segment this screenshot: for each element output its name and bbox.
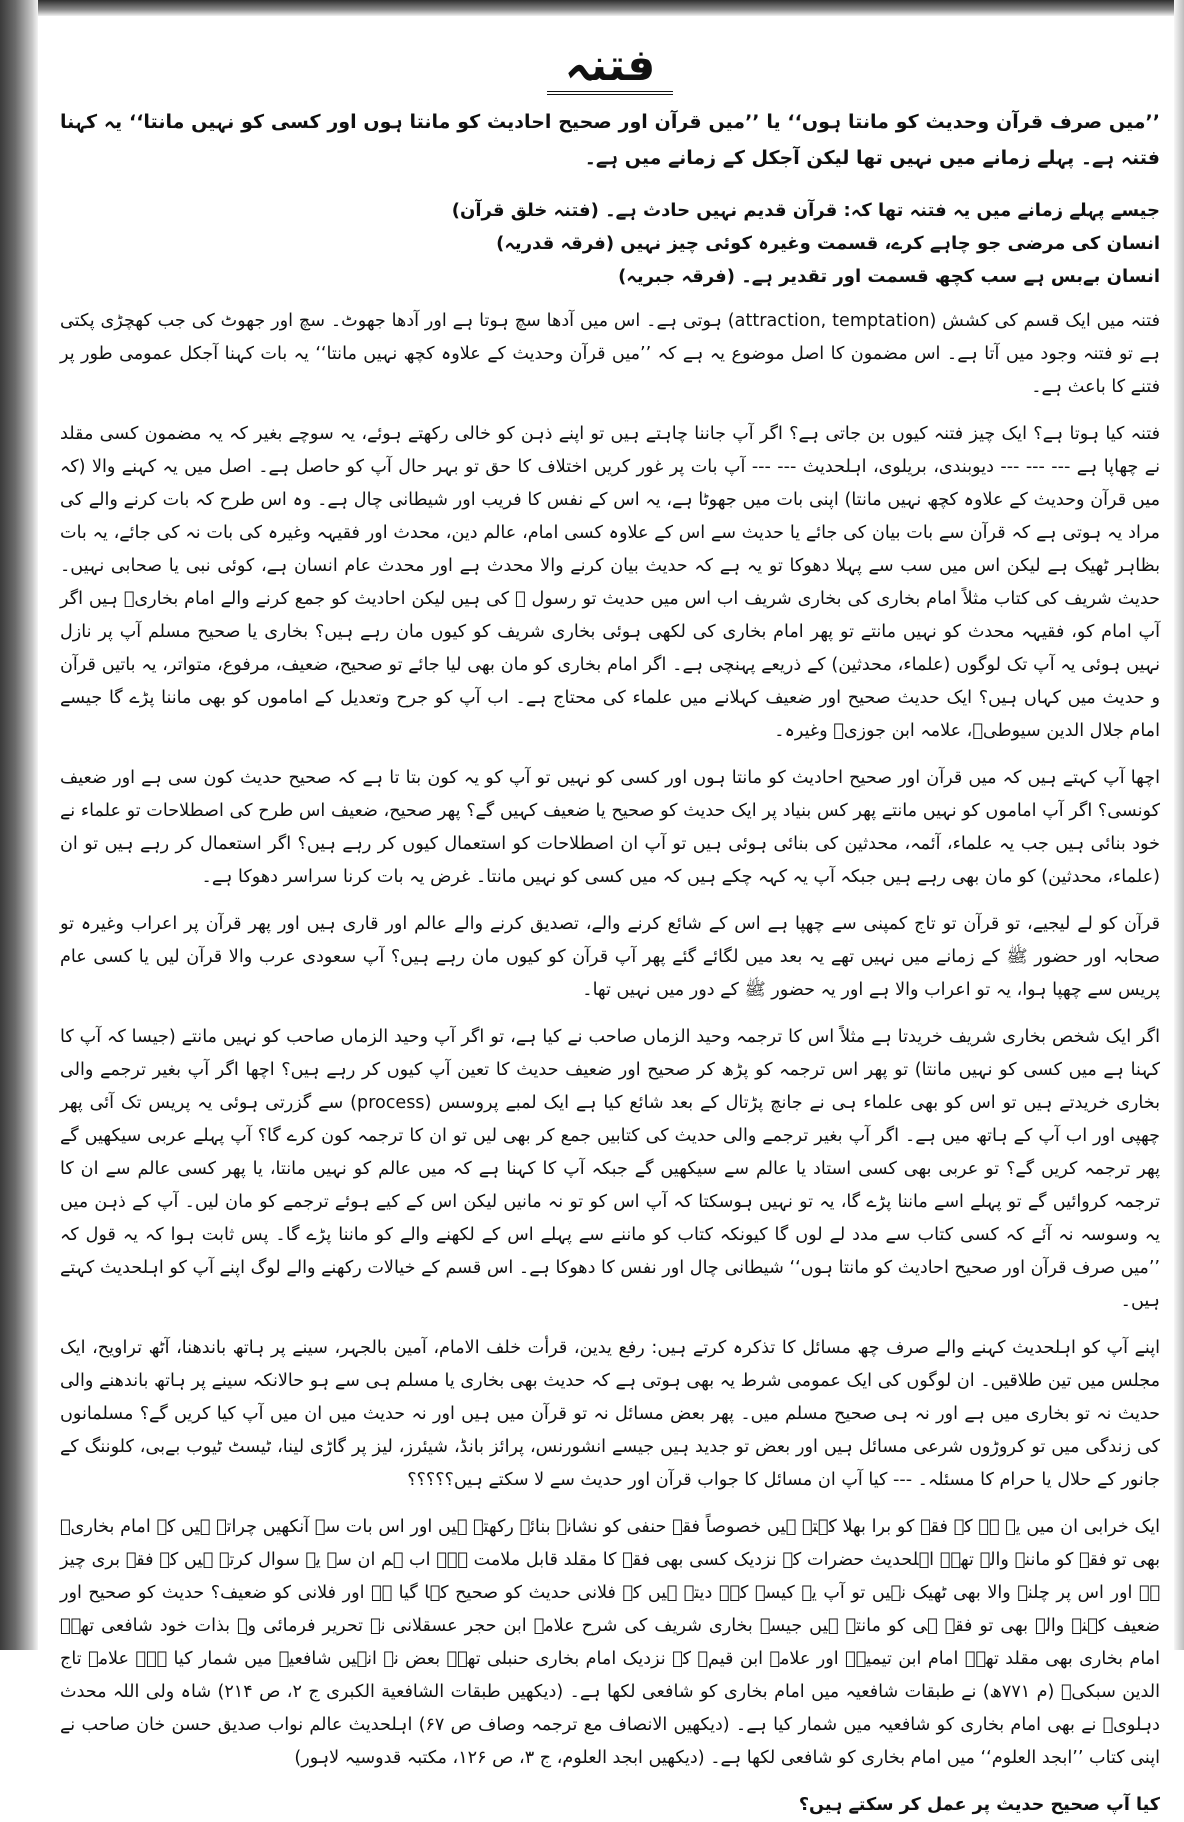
body-paragraph-7: ایک خرابی ان میں یہ ہے کہ فقہ کو برا بھلا کہتے ہیں خصوصاً فقہ حنفی کو نشانہ بنائے رکھتے ہیں اور اس بات سے آنکھیں چراتے ہیں کہ امام بخاریؒ بھی تو فقہ کو ماننے والے تھے۔ اہلحدیث حضرات کے نزدیک کسی بھی فقہ کا مقلد قابل ملامت ہے۔ اب ہم ان سے یہ سوال کرتے ہیں کہ فقہ بری چیز ہے اور اس پر چلنے والا بھی ٹھیک نہیں تو آپ یہ کیسے کہہ دیتے ہیں کہ فلانی حدیث کو صحیح کہا گیا ہے اور فلانی کو ضعیف؟ حدیث کو صحیح اور ضعیف کہنے والے بھی تو فقہ ہی کو مانتے ہیں جیسے بخاری شریف کی شرح علامہ ابن حجر عسقلانی نے تحریر فرمائی وہ بذات خود شافعی تھے۔ امام بخاری بھی مقلد تھے۔ امام ابن تیمیہؒ اور علامہ ابن قیمؒ کے نزدیک امام بخاری حنبلی تھے۔ بعض نے انہیں شافعیہ میں شمار کیا ہے۔ علامہ تاج الدین سبکیؒ (م ۷۷۱ھ) نے طبقات شافعیہ میں امام بخاری کو شافعی لکھا ہے۔ (دیکھیں طبقات الشافعية الكبرى ج ۲، ص ۲۱۴) شاہ ولی اللہ محدث دہلویؒ نے بھی امام بخاری کو شافعیہ میں شمار کیا ہے۔ (دیکھیں الانصاف مع ترجمہ وصاف ص ۶۷) اہلحدیث عالم نواب صدیق حسن خان صاحب نے اپنی کتاب ’’ابجد العلوم‘‘ میں امام بخاری کو شافعی لکھا ہے۔ (دیکھیں ابجد العلوم، ج ۳، ص ۱۲۶، مکتبہ قدوسیہ لاہور) bbox=[60, 1517, 1160, 1768]
body-paragraph-5: اگر ایک شخص بخاری شریف خریدتا ہے مثلاً اس کا ترجمہ وحید الزماں صاحب نے کیا ہے، تو اگر آپ وحید الزماں صاحب کو نہیں مانتے (جیسا کہ آپ کا کہنا ہے میں کسی کو نہیں مانتا) تو پھر اس ترجمہ کو پڑھ کر صحیح اور ضعیف حدیث کا تعین آپ کیوں کر رہے ہیں؟ اچھا اگر آپ بغیر ترجمے والی بخاری خریدتے ہیں تو اس کو بھی علماء ہی نے جانچ پڑتال کے بعد شائع کیا ہے ایک لمبے پروسس (process) سے گزرتی ہوئی یہ پریس تک آئی پھر چھپی اور اب آپ کے ہاتھ میں ہے۔ اگر آپ بغیر ترجمے والی حدیث کی کتابیں جمع کر بھی لیں تو ان کا ترجمہ کون کرے گا؟ آپ پہلے عربی سیکھیں گے پھر ترجمہ کریں گے؟ تو عربی بھی کسی استاد یا عالم سے سیکھیں گے جبکہ آپ کا کہنا ہے کہ میں عالم کو نہیں مانتا، یا پھر کسی عالم سے ان کا ترجمہ کروائیں گے تو پہلے اسے ماننا پڑے گا، یہ تو نہیں ہوسکتا کہ آپ اس کو تو نہ مانیں لیکن اس کے کیے ہوئے ترجمے کو مان لیں۔ آپ کے ذہن میں یہ وسوسہ نہ آئے کہ کسی کتاب سے مدد لے لوں گا کیونکہ کتاب کو ماننے سے پہلے اس کے لکھنے والے کو ماننا پڑے گا۔ پس ثابت ہوا کہ یہ قول کہ ’’میں صرف قرآن اور صحیح احادیث کو مانتا ہوں‘‘ شیطانی چال اور نفس کا دھوکا ہے۔ اس قسم کے خیالات رکھنے والے لوگ اپنے آپ کو اہلحدیث کہتے ہیں۔ bbox=[60, 1027, 1160, 1311]
examples-list bbox=[60, 194, 1160, 293]
body-paragraph-1: فتنہ میں ایک قسم کی کشش (attraction, temptation) ہوتی ہے۔ اس میں آدھا سچ ہوتا ہے اور آدھا جھوٹ۔ سچ اور جھوٹ کی جب کھچڑی پکتی ہے تو فتنہ وجود میں آتا ہے۔ اس مضمون کا اصل موضوع یہ ہے کہ ’’میں قرآن وحدیث کے علاوہ کچھ نہیں مانتا‘‘ یہ بات کہنا آجکل عمومی طور پر فتنے کا باعث ہے۔ bbox=[60, 311, 1161, 397]
example-item: انسان کی مرضی جو چاہے کرے، قسمت وغیرہ کوئی چیز نہیں (فرقہ قدریہ) bbox=[496, 233, 1160, 254]
scan-edge-left bbox=[0, 0, 38, 1650]
page-title-text: فتنہ bbox=[547, 40, 674, 95]
page-title bbox=[60, 36, 1160, 96]
body-paragraph-3: اچھا آپ کہتے ہیں کہ میں قرآن اور صحیح احادیث کو مانتا ہوں اور کسی کو نہیں تو آپ کو یہ کون بتا تا ہے کہ صحیح حدیث کون سی ہے اور ضعیف کونسی؟ اگر آپ اماموں کو نہیں مانتے پھر کس بنیاد پر ایک حدیث کو صحیح یا ضعیف کہیں گے؟ پھر صحیح، ضعیف اس طرح کی اصطلاحات تو علماء نے خود بنائی ہیں جب یہ علماء، آئمہ، محدثین کی بنائی ہوئی ہیں تو آپ ان اصطلاحات کو استعمال کیوں کر رہے ہیں؟ اگر استعمال کر رہے ہیں تو ان (علماء، محدثین) کو مان بھی رہے ہیں جبکہ آپ یہ کہہ چکے ہیں کہ میں کسی کو نہیں مانتا۔ غرض یہ بات کرنا سراسر دھوکا ہے۔ bbox=[60, 768, 1160, 887]
body-paragraph-4: قرآن کو لے لیجیے، تو قرآن تو تاج کمپنی سے چھپا ہے اس کے شائع کرنے والے، تصدیق کرنے والے عالم اور قاری ہیں اور پھر قرآن پر اعراب وغیرہ تو صحابہ اور حضور ﷺ کے زمانے میں نہیں تھے یہ بعد میں لگائے گئے پھر آپ قرآن کو کیوں مان رہے ہیں؟ آپ سعودی عرب والا قرآن لیں یا کسی عام پریس سے چھپا ہوا، یہ تو اعراب والا ہے اور یہ حضور ﷺ کے دور میں نہیں تھا۔ bbox=[60, 914, 1160, 1000]
body-paragraph-2: فتنہ کیا ہوتا ہے؟ ایک چیز فتنہ کیوں بن جاتی ہے؟ اگر آپ جاننا چاہتے ہیں تو اپنے ذہن کو خالی رکھتے ہوئے، یہ سوچے بغیر کہ یہ مضمون کسی مقلد نے چھاپا ہے --- --- --- دیوبندی، بریلوی، اہلحدیث --- --- آپ بات پر غور کریں اختلاف کا حق تو بہر حال آپ کو حاصل ہے۔ اصل میں یہ کہنے والا (کہ میں قرآن وحدیث کے علاوہ کچھ نہیں مانتا) اپنی بات میں جھوٹا ہے، یہ اس کے نفس کا فریب اور شیطانی چال ہے۔ وہ اس طرح کہ بات کرنے والے کی مراد یہ ہوتی ہے کہ قرآن سے بات بیان کی جائے یا حدیث سے اس کے علاوہ کسی امام، عالم دین، محدث اور فقیہہ وغیرہ کی بات نہ کی جائے، یہ بات بظاہر ٹھیک ہے لیکن اس میں سب سے پہلا دھوکا تو یہ ہے کہ حدیث بیان کرنے والا محدث ہے اور محدث عام انسان ہے، کوئی نبی یا صحابی نہیں۔ حدیث شریف کی کتاب مثلاً امام بخاری کی بخاری شریف اب اس میں حدیث تو رسول ﷺ کی ہیں لیکن احادیث کو جمع کرنے والے امام بخاریؒ ہیں اگر آپ امام کو، فقیہہ محدث کو نہیں مانتے تو پھر امام بخاری کی لکھی ہوئی بخاری شریف کو کیوں مان رہے ہیں؟ بخاری یا صحیح مسلم آپ پر نازل نہیں ہوئی یہ آپ تک لوگوں (علماء، محدثین) کے ذریعے پہنچی ہے۔ اگر امام بخاری کو مان بھی لیا جائے تو صحیح، ضعیف، مرفوع، متواتر، یہ باتیں قرآن و حدیث میں کہاں ہیں؟ ایک حدیث صحیح اور ضعیف کہلانے میں علماء کی محتاج ہے۔ اب آپ کو جرح وتعدیل کے اماموں کو بھی ماننا پڑے گا جیسے امام جلال الدین سیوطیؒ، علامہ ابن جوزیؒ وغیرہ۔ bbox=[60, 424, 1160, 741]
intro-paragraph: ’’میں صرف قرآن وحدیث کو مانتا ہوں‘‘ یا ’’میں قرآن اور صحیح احادیث کو مانتا ہوں اور کسی کو نہیں مانتا‘‘ یہ کہنا فتنہ ہے۔ پہلے زمانے میں نہیں تھا لیکن آجکل کے زمانے میں ہے۔ bbox=[60, 111, 1160, 169]
closing-question: کیا آپ صحیح حدیث پر عمل کر سکتے ہیں؟ bbox=[798, 1795, 1160, 1815]
body-paragraph-6: اپنے آپ کو اہلحدیث کہنے والے صرف چھ مسائل کا تذکرہ کرتے ہیں: رفع یدین، قرأت خلف الامام، آمین بالجہر، سینے پر ہاتھ باندھنا، آٹھ تراویح، ایک مجلس میں تین طلاقیں۔ ان لوگوں کی ایک عمومی شرط یہ بھی ہوتی ہے کہ حدیث بھی بخاری یا مسلم ہی سے ہو حالانکہ سینے پر ہاتھ باندھنے والی حدیث نہ تو بخاری میں ہے اور نہ ہی صحیح مسلم میں۔ پھر بعض مسائل نہ تو قرآن میں ہیں اور نہ حدیث میں ان میں آپ کیا کریں گے؟ مسلمانوں کی زندگی میں تو کروڑوں شرعی مسائل ہیں اور بعض تو جدید ہیں جیسے انشورنس، پرائز بانڈ، شیئرز، لیز پر گاڑی لینا، ٹیسٹ ٹیوب بےبی، کلوننگ کے جانور کے حلال یا حرام کا مسئلہ۔ --- کیا آپ ان مسائل کا جواب قرآن اور حدیث سے لا سکتے ہیں؟؟؟؟؟ bbox=[60, 1338, 1160, 1490]
example-item: جیسے پہلے زمانے میں یہ فتنہ تھا کہ: قرآن قدیم نہیں حادث ہے۔ (فتنہ خلق قرآن) bbox=[451, 200, 1160, 221]
scan-edge-right bbox=[1174, 0, 1184, 1650]
document-page bbox=[60, 28, 1161, 1815]
scan-edge-top bbox=[38, 0, 1184, 16]
example-item: انسان بےبس ہے سب کچھ قسمت اور تقدیر ہے۔ (فرقہ جبریہ) bbox=[618, 266, 1160, 287]
